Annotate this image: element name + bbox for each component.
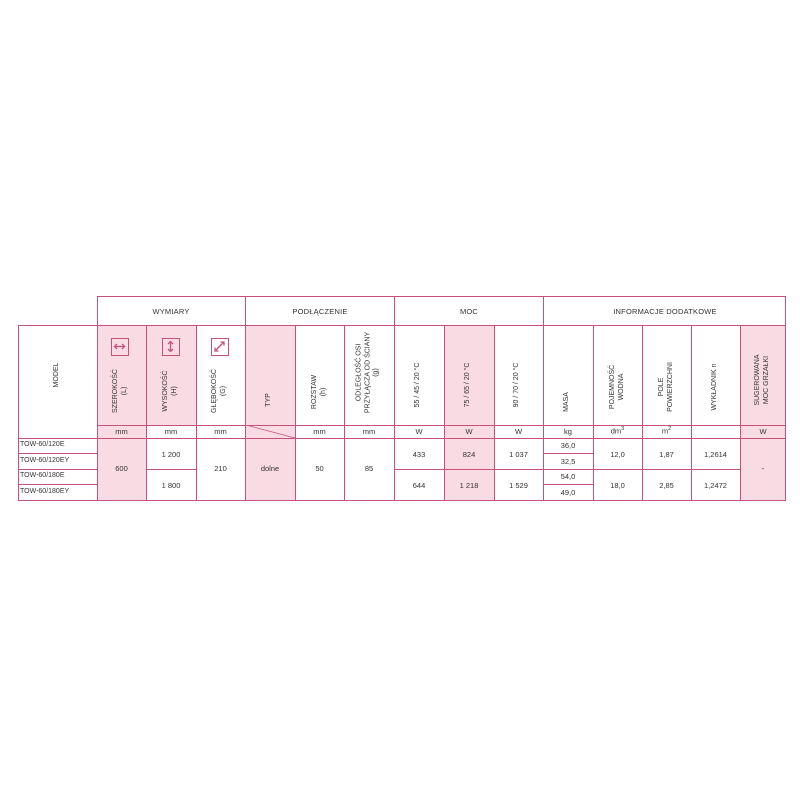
header-moc1: 55 / 45 / 20 °C	[414, 362, 421, 408]
value-masa: 54,0	[560, 472, 576, 481]
value-typ: dolne	[260, 464, 280, 473]
value-wysokosc: 1 200	[161, 450, 181, 459]
header-odleglosc: ODLEGŁOŚĆ OSI PRZYŁĄCZA OD ŚCIANY (g)	[355, 331, 380, 414]
value-pole: 1,87	[659, 450, 674, 459]
unit-moc1: W	[415, 427, 423, 436]
unit-moc2: W	[465, 427, 473, 436]
value-rozstaw: 50	[315, 464, 324, 473]
model-name: TOW-60/120E	[20, 441, 65, 448]
header-wysokosc: WYSOKOŚĆ (H)	[162, 370, 178, 412]
value-moc2: 1 218	[459, 481, 479, 490]
group-title-podlaczenie: PODŁĄCZENIE	[292, 307, 348, 316]
header-typ: TYP	[265, 393, 272, 407]
unit-pojemnosc: $dm^3$	[610, 426, 625, 436]
group-title-wymiary: WYMIARY	[152, 307, 190, 316]
header-pojemnosc: POJEMNOŚĆ WODNA	[609, 364, 625, 410]
value-odleglosc: 85	[364, 464, 374, 473]
unit-wysokosc: mm	[164, 427, 178, 436]
group-title-moc: MOC	[459, 307, 479, 316]
horizontal-arrows-icon	[111, 338, 129, 356]
header-sugerowana: SUGEROWANA MOC GRZAŁKI	[754, 354, 770, 406]
header-wykladnik: WYKŁADNIK n	[711, 363, 718, 411]
value-moc1: 433	[412, 450, 426, 459]
header-moc2: 75 / 65 / 20 °C	[464, 362, 471, 408]
header-masa: MASA	[563, 392, 570, 412]
header-moc3: 90 / 70 / 20 °C	[513, 362, 520, 408]
value-glebokosc: 210	[214, 464, 227, 473]
value-masa: 49,0	[560, 488, 576, 497]
unit-glebokosc: mm	[214, 427, 227, 436]
value-szerokosc: 600	[115, 464, 128, 473]
value-pojemnosc: 18,0	[610, 481, 625, 490]
group-title-info: INFORMACJE DODATKOWE	[613, 307, 717, 316]
value-moc3: 1 037	[509, 450, 528, 459]
value-masa: 32,5	[560, 457, 576, 466]
unit-rozstaw: mm	[313, 427, 326, 436]
unit-sugerowana: W	[759, 427, 767, 436]
value-wysokosc: 1 800	[161, 481, 181, 490]
model-name: TOW-60/120EY	[20, 457, 70, 464]
model-name: TOW-60/180EY	[20, 488, 70, 495]
unit-masa: kg	[564, 427, 572, 436]
unit-moc3: W	[514, 427, 523, 436]
header-pole: POLE POWIERZCHNI	[658, 362, 674, 412]
value-moc3: 1 529	[509, 481, 528, 490]
header-model: MODEL	[53, 362, 60, 388]
value-masa: 36,0	[560, 441, 576, 450]
value-sugerowana: -	[761, 464, 765, 473]
value-wykladnik: 1,2472	[704, 481, 727, 490]
vertical-arrows-icon	[162, 338, 180, 356]
diagonal-arrows-icon	[211, 338, 229, 356]
header-rozstaw: ROZSTAW (h)	[311, 374, 327, 410]
unit-odleglosc: mm	[362, 427, 376, 436]
value-pojemnosc: 12,0	[610, 450, 625, 459]
header-glebokosc: GŁĘBOKOŚĆ (G)	[211, 369, 227, 413]
unit-szerokosc: mm	[115, 427, 128, 436]
value-moc1: 644	[412, 481, 426, 490]
model-name: TOW-60/180E	[20, 472, 65, 479]
unit-pole: $m^2$	[661, 426, 672, 436]
header-szerokosc: SZEROKOŚĆ (L)	[112, 369, 128, 413]
value-wykladnik: 1,2614	[704, 450, 727, 459]
value-moc2: 824	[462, 450, 476, 459]
value-pole: 2,85	[659, 481, 674, 490]
